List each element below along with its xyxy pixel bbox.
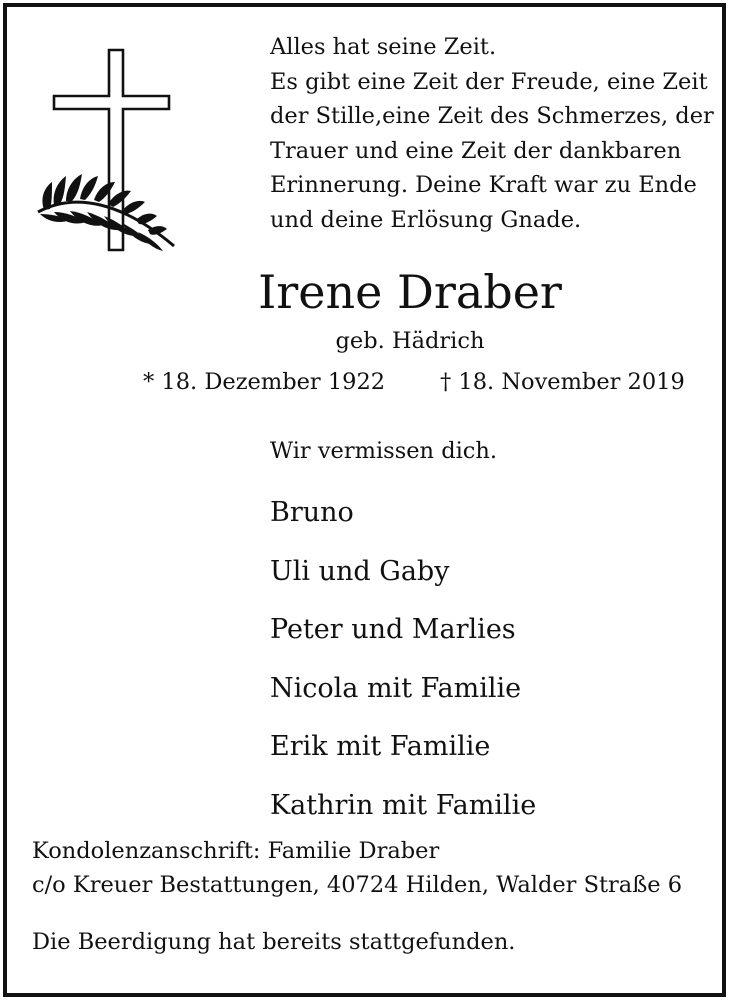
poem (270, 30, 714, 237)
mourner-name: Bruno (270, 497, 354, 528)
cross-with-palm-branch-icon (30, 42, 180, 256)
maiden-name: geb. Hädrich (335, 328, 485, 354)
condolence-address (32, 834, 682, 902)
poem-line: Erinnerung. Deine Kraft war zu Ende (270, 172, 697, 198)
death-date: † 18. November 2019 (440, 369, 685, 395)
poem-line: Trauer und eine Zeit der dankbaren (270, 137, 682, 164)
condolence-line: c/o Kreuer Bestattungen, 40724 Hilden, Walder Straße 6 (32, 872, 683, 898)
mourner-name: Peter und Marlies (270, 614, 516, 645)
mourner-name: Uli und Gaby (270, 555, 450, 587)
birth-date: * 18. Dezember 1922 (143, 369, 386, 395)
mourner-name: Nicola mit Familie (270, 672, 522, 704)
funeral-note: Die Beerdigung hat bereits stattgefunden. (32, 929, 516, 955)
palm-branch-leaves (40, 174, 167, 251)
mourner-name: Kathrin mit Familie (270, 789, 537, 821)
poem-line: der Stille,eine Zeit des Schmerzes, der (270, 103, 714, 129)
deceased-name: Irene Draber (258, 265, 562, 319)
poem-line: Alles hat seine Zeit. (270, 34, 497, 60)
poem-line: und deine Erlösung Gnade. (270, 206, 582, 233)
condolence-line: Kondolenzanschrift: Familie Draber (32, 838, 440, 864)
poem-line: Es gibt eine Zeit der Freude, eine Zeit (270, 68, 708, 95)
mourners-list (270, 484, 536, 835)
mourner-name: Erik mit Familie (270, 731, 491, 762)
farewell-message: Wir vermissen dich. (270, 438, 498, 464)
